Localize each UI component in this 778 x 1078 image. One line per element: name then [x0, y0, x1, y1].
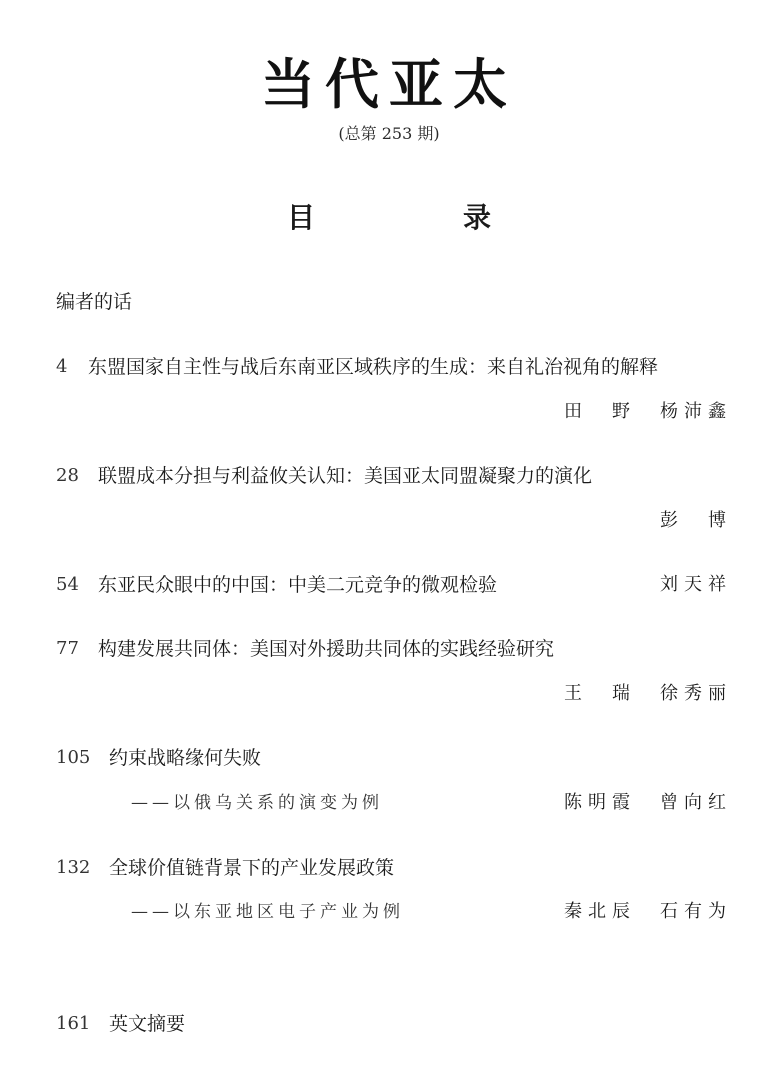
- entry-page-number: 161: [56, 1013, 91, 1034]
- entry-subtitle: ——以俄乌关系的演变为例: [131, 793, 383, 813]
- entry-title[interactable]: 东盟国家自主性与战后东南亚区域秩序的生成：来自礼治视角的解释: [88, 356, 659, 378]
- issue-number: (总第 253 期): [338, 124, 440, 143]
- contents-heading: 目 录: [286, 201, 551, 234]
- journal-title: 当代亚太: [261, 52, 517, 116]
- editor-note-link[interactable]: 编者的话: [56, 291, 133, 313]
- entry-title[interactable]: 联盟成本分担与利益攸关认知：美国亚太同盟凝聚力的演化: [98, 465, 593, 487]
- entry-page-number: 105: [56, 747, 91, 768]
- entry-authors: 陈明霞 曾向红: [564, 792, 732, 813]
- entry-authors: 田 野 杨沛鑫: [564, 401, 732, 422]
- entry-authors: 彭 博: [660, 510, 732, 531]
- entry-title[interactable]: 英文摘要: [109, 1013, 186, 1035]
- entry-page-number: 28: [56, 465, 79, 486]
- entry-page-number: 132: [56, 857, 91, 878]
- entry-title[interactable]: 全球价值链背景下的产业发展政策: [109, 857, 395, 879]
- entry-authors: 王 瑞 徐秀丽: [564, 683, 732, 704]
- entry-page-number: 77: [56, 638, 79, 659]
- entry-title[interactable]: 东亚民众眼中的中国：中美二元竞争的微观检验: [98, 574, 498, 596]
- entry-authors: 刘天祥: [660, 574, 732, 595]
- entry-title[interactable]: 约束战略缘何失败: [109, 747, 262, 769]
- entry-authors: 秦北辰 石有为: [564, 901, 732, 922]
- entry-subtitle: ——以东亚地区电子产业为例: [131, 902, 404, 922]
- entry-title[interactable]: 构建发展共同体：美国对外援助共同体的实践经验研究: [98, 638, 555, 660]
- entry-page-number: 4: [56, 356, 68, 377]
- entry-page-number: 54: [56, 574, 79, 595]
